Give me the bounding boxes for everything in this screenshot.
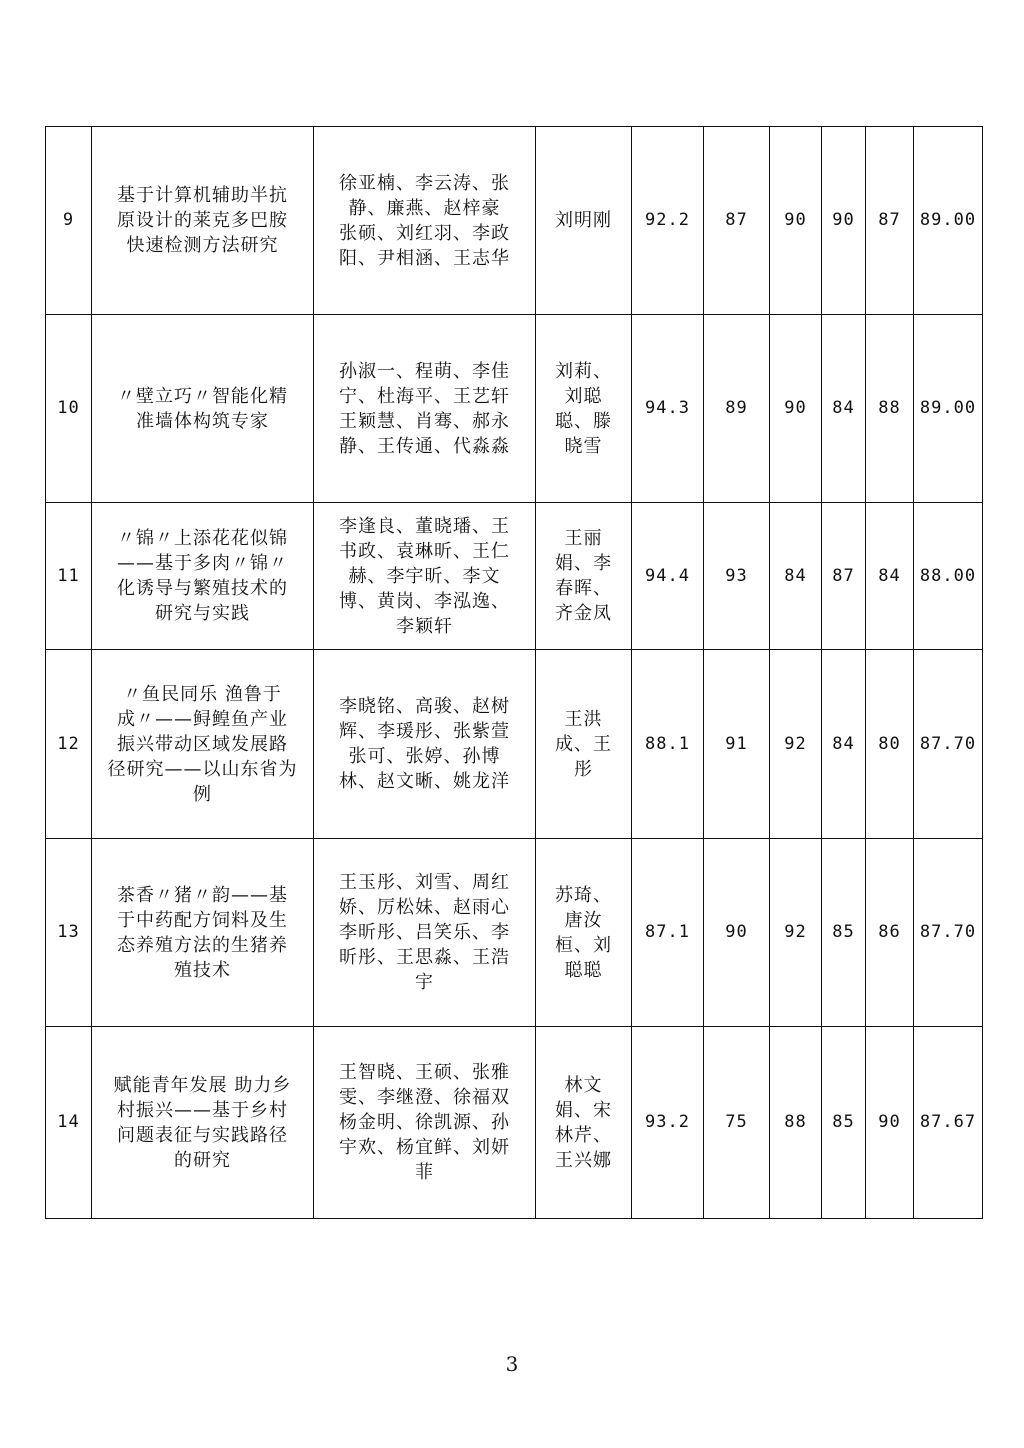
total-score: 89.00 (914, 315, 983, 503)
advisor: 苏琦、 唐汝 桓、刘 聪聪 (536, 839, 632, 1027)
score-5: 86 (866, 839, 914, 1027)
score-4: 84 (822, 650, 866, 839)
score-5: 90 (866, 1027, 914, 1219)
row-number: 10 (46, 315, 92, 503)
row-number: 12 (46, 650, 92, 839)
score-1: 94.3 (632, 315, 704, 503)
score-1: 93.2 (632, 1027, 704, 1219)
score-table (45, 126, 983, 1219)
team-members: 王玉彤、刘雪、周红 娇、厉松妹、赵雨心 李昕彤、吕笑乐、李 昕彤、王思淼、王浩 宇 (314, 839, 536, 1027)
score-5: 80 (866, 650, 914, 839)
score-2: 93 (704, 503, 770, 650)
score-3: 92 (770, 650, 822, 839)
page-number: 3 (505, 1352, 519, 1376)
score-5: 87 (866, 127, 914, 315)
team-members: 徐亚楠、李云涛、张 静、廉燕、赵梓豪 张硕、刘红羽、李政 阳、尹相涵、王志华 (314, 127, 536, 315)
score-4: 85 (822, 1027, 866, 1219)
project-title: 基于计算机辅助半抗 原设计的莱克多巴胺 快速检测方法研究 (92, 127, 314, 315)
table-row (46, 839, 983, 1027)
score-4: 85 (822, 839, 866, 1027)
score-2: 91 (704, 650, 770, 839)
score-5: 84 (866, 503, 914, 650)
team-members: 李晓铭、高骏、赵树 辉、李瑗彤、张紫萱 张可、张婷、孙博 林、赵文晰、姚龙洋 (314, 650, 536, 839)
score-3: 90 (770, 127, 822, 315)
team-members: 孙淑一、程萌、李佳 宁、杜海平、王艺轩 王颖慧、肖骞、郝永 静、王传通、代淼淼 (314, 315, 536, 503)
total-score: 88.00 (914, 503, 983, 650)
total-score: 89.00 (914, 127, 983, 315)
total-score: 87.70 (914, 650, 983, 839)
score-3: 92 (770, 839, 822, 1027)
team-members: 李逢良、董晓璠、王 书政、袁琳昕、王仁 赫、李宇昕、李文 博、黄岗、李泓逸、 李颖轩 (314, 503, 536, 650)
project-title: 〃锦〃上添花花似锦 ——基于多肉〃锦〃 化诱导与繁殖技术的 研究与实践 (92, 503, 314, 650)
score-1: 94.4 (632, 503, 704, 650)
score-2: 87 (704, 127, 770, 315)
project-title: 〃鱼民同乐 渔鲁于 成〃——鲟鳇鱼产业 振兴带动区域发展路 径研究——以山东省为 例 (92, 650, 314, 839)
score-3: 84 (770, 503, 822, 650)
row-number: 13 (46, 839, 92, 1027)
project-title: 〃壁立巧〃智能化精 准墙体构筑专家 (92, 315, 314, 503)
score-3: 88 (770, 1027, 822, 1219)
total-score: 87.70 (914, 839, 983, 1027)
row-number: 14 (46, 1027, 92, 1219)
project-title: 茶香〃猪〃韵——基 于中药配方饲料及生 态养殖方法的生猪养 殖技术 (92, 839, 314, 1027)
score-4: 84 (822, 315, 866, 503)
score-2: 90 (704, 839, 770, 1027)
table-row (46, 315, 983, 503)
score-4: 87 (822, 503, 866, 650)
score-1: 88.1 (632, 650, 704, 839)
table-row (46, 650, 983, 839)
score-2: 75 (704, 1027, 770, 1219)
table-row (46, 503, 983, 650)
score-1: 92.2 (632, 127, 704, 315)
score-3: 90 (770, 315, 822, 503)
score-4: 90 (822, 127, 866, 315)
advisor: 刘明刚 (536, 127, 632, 315)
row-number: 11 (46, 503, 92, 650)
total-score: 87.67 (914, 1027, 983, 1219)
row-number: 9 (46, 127, 92, 315)
team-members: 王智晓、王硕、张雅 雯、李继澄、徐福双 杨金明、徐凯源、孙 宇欢、杨宜鲜、刘妍 菲 (314, 1027, 536, 1219)
table-row (46, 127, 983, 315)
advisor: 林文 娟、宋 林芹、 王兴娜 (536, 1027, 632, 1219)
advisor: 王丽 娟、李 春晖、 齐金凤 (536, 503, 632, 650)
score-2: 89 (704, 315, 770, 503)
advisor: 刘莉、 刘聪 聪、滕 晓雪 (536, 315, 632, 503)
score-1: 87.1 (632, 839, 704, 1027)
advisor: 王洪 成、王 彤 (536, 650, 632, 839)
project-title: 赋能青年发展 助力乡 村振兴——基于乡村 问题表征与实践路径 的研究 (92, 1027, 314, 1219)
score-5: 88 (866, 315, 914, 503)
table-row (46, 1027, 983, 1219)
